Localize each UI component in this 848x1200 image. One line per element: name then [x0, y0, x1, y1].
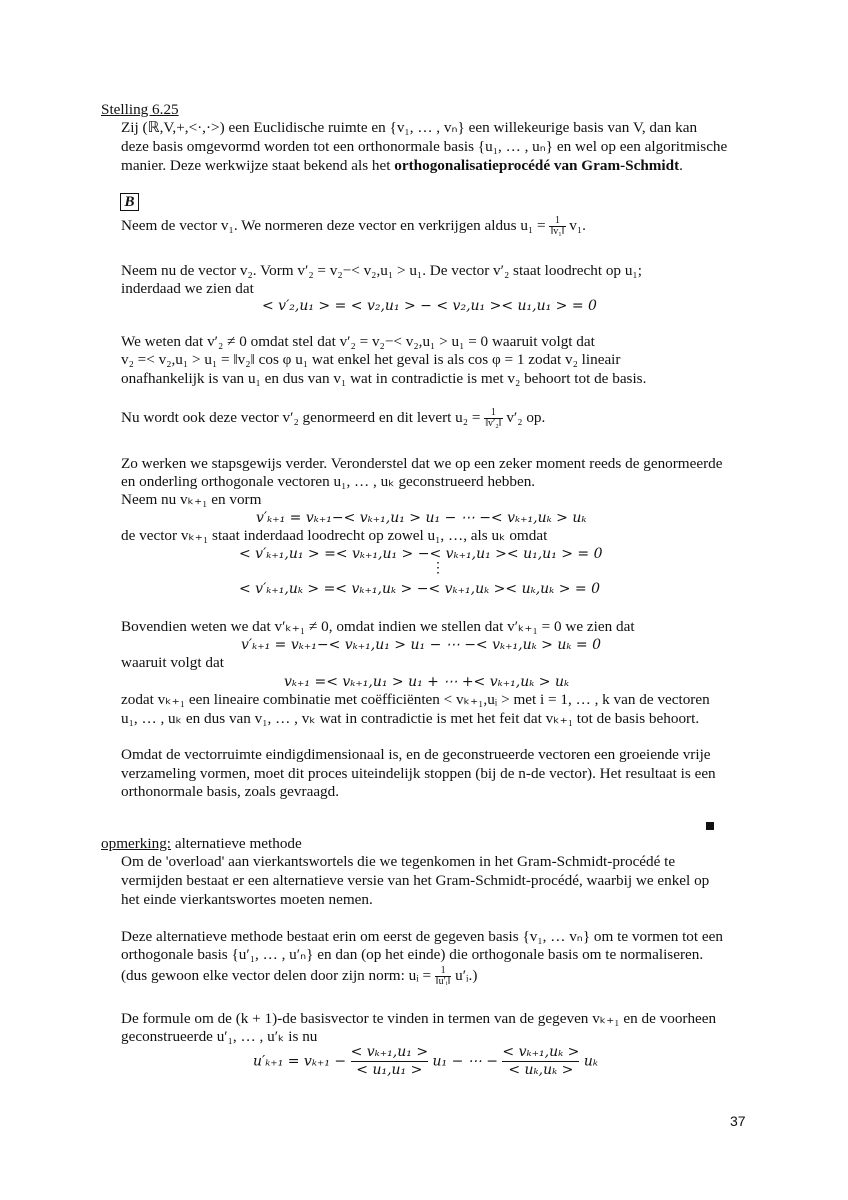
- remark-paragraph-1-line-1: Om de 'overload' aan vierkantswortels die we tegenkomen in het Gram-Schmidt-procédé te: [121, 853, 676, 870]
- proof-paragraph-5-line-2: en onderling orthogonale vectoren u₁, … , uₖ geconstrueerd hebben.: [121, 473, 536, 490]
- remark-paragraph-1-line-3: het einde vierkantswortes moeten nemen.: [121, 891, 373, 908]
- remark-paragraph-3-line-1: De formule om de (k + 1)-de basisvector te vinden in termen van de gegeven vₖ₊₁ en de voorheen: [121, 1010, 717, 1027]
- theorem-heading: Stelling 6.25: [101, 101, 179, 118]
- equation-5: v′ₖ₊₁ = vₖ₊₁−< vₖ₊₁,u₁ > u₁ − ⋯ −< vₖ₊₁,uₖ > uₖ = 0: [241, 637, 601, 653]
- proof-box-label: B: [120, 193, 139, 211]
- proof-paragraph-4: Nu wordt ook deze vector v′₂ genormeerd en dit levert u₂ = $\frac{1}{\text{‖v′₂‖}}$ v′₂ op.: [121, 407, 546, 429]
- proof-paragraph-6-line-2: waaruit volgt dat: [121, 654, 224, 671]
- fraction: $\frac{1}{\text{‖v′₂‖}}$: [485, 407, 502, 429]
- fraction: $\frac{\text{< vₖ₊₁,uₖ >}}{\text{< uₖ,uₖ >}}$: [502, 1044, 580, 1078]
- proof-paragraph-3-line-3: onafhankelijk is van u₁ en dus van v₁ wat in contradictie is met v₂ behoort tot de basis.: [121, 370, 647, 387]
- proof-paragraph-5-line-3: Neem nu vₖ₊₁ en vorm: [121, 491, 262, 508]
- vertical-ellipsis: ⋮: [431, 561, 445, 576]
- equation-4: < v′ₖ₊₁,uₖ > =< vₖ₊₁,uₖ > −< vₖ₊₁,uₖ >< uₖ,uₖ > = 0: [239, 581, 600, 597]
- remark-paragraph-2-line-1: Deze alternatieve methode bestaat erin om eerst de gegeven basis {v₁, … vₙ} om te vormen tot een: [121, 928, 723, 945]
- qed-square: [706, 822, 714, 830]
- remark-paragraph-1-line-2: vermijden bestaat er een alternatieve versie van het Gram-Schmidt-procédé, waarbij we enkel op: [121, 872, 710, 889]
- proof-paragraph-5-line-1: Zo werken we stapsgewijs verder. Veronderstel dat we op een zeker moment reeds de genormeerde: [121, 455, 723, 472]
- equation-1: < v′₂,u₁ > = < v₂,u₁ > − < v₂,u₁ >< u₁,u₁ > = 0: [262, 298, 597, 314]
- fraction: $\frac{1}{\text{‖u′ᵢ‖}}$: [435, 965, 451, 987]
- proof-paragraph-6-line-4: u₁, … , uₖ en dus van v₁, … , vₖ wat in contradictie is met het feit dat vₖ₊₁ tot de basis behoort.: [121, 710, 700, 727]
- proof-paragraph-2-line-2: inderdaad we zien dat: [121, 280, 254, 297]
- equation-6: vₖ₊₁ =< vₖ₊₁,u₁ > u₁ + ⋯ +< vₖ₊₁,uₖ > uₖ: [284, 674, 570, 690]
- fraction: $\frac{\text{< vₖ₊₁,u₁ >}}{\text{< u₁,u₁ >}}$: [350, 1044, 429, 1078]
- proof-paragraph-1: Neem de vector v₁. We normeren deze vector en verkrijgen aldus u₁ = $\frac{1}{\text{‖v₁‖}}$ v₁.: [121, 215, 586, 237]
- proof-paragraph-3-line-1: We weten dat v′₂ ≠ 0 omdat stel dat v′₂ = v₂−< v₂,u₁ > u₁ = 0 waaruit volgt dat: [121, 333, 595, 350]
- remark-heading: opmerking: alternatieve methode: [101, 835, 302, 852]
- fraction: $\frac{1}{\text{‖v₁‖}}$: [550, 215, 565, 237]
- theorem-text-line-2: deze basis omgevormd worden tot een orthonormale basis {u₁, … , uₙ} en wel op een algoritmische: [121, 138, 728, 155]
- proof-paragraph-7-line-2: verzameling vormen, moet dit proces uiteindelijk stoppen (bij de n-de vector). Het resultaat is een: [121, 765, 716, 782]
- remark-paragraph-2-line-3: (dus gewoon elke vector delen door zijn norm: uᵢ = $\frac{1}{\text{‖u′ᵢ‖}}$ u′ᵢ.): [121, 965, 478, 987]
- proof-paragraph-3-line-2: v₂ =< v₂,u₁ > u₁ = ‖v₂‖ cos φ u₁ wat enkel het geval is als cos φ = 1 zodat v₂ lineair: [121, 351, 621, 368]
- proof-paragraph-2-line-1: Neem nu de vector v₂. Vorm v′₂ = v₂−< v₂,u₁ > u₁. De vector v′₂ staat loodrecht op u₁;: [121, 262, 642, 279]
- proof-paragraph-7-line-1: Omdat de vectorruimte eindigdimensionaal is, en de geconstrueerde vectoren een groeiende vrije: [121, 746, 711, 763]
- gram-schmidt-term: orthogonalisatieprocédé van Gram-Schmidt: [394, 157, 680, 174]
- remark-paragraph-2-line-2: orthogonale basis {u′₁, … , u′ₙ} en dan (op het einde) die orthogonale basis om te normaliseren.: [121, 946, 704, 963]
- remark-paragraph-3-line-2: geconstrueerde u′₁, … , u′ₖ is nu: [121, 1028, 318, 1045]
- proof-paragraph-6-line-1: Bovendien weten we dat v′ₖ₊₁ ≠ 0, omdat indien we stellen dat v′ₖ₊₁ = 0 we zien dat: [121, 618, 635, 635]
- equation-2: v′ₖ₊₁ = vₖ₊₁−< vₖ₊₁,u₁ > u₁ − ⋯ −< vₖ₊₁,uₖ > uₖ: [256, 510, 587, 526]
- theorem-text-line-1: Zij (ℝ,V,+,<·,·>) een Euclidische ruimte en {v₁, … , vₙ} een willekeurige basis van V, dan kan: [121, 119, 698, 136]
- page-number: 37: [730, 1113, 746, 1129]
- theorem-text-line-3: manier. Deze werkwijze staat bekend als het orthogonalisatieprocédé van Gram-Schmidt.: [121, 157, 683, 174]
- equation-7: u′ₖ₊₁ = vₖ₊₁ − $\frac{\text{< vₖ₊₁,u₁ >}}{\text{< u₁,u₁ >}}$ u₁ − ⋯ − $\frac{\text{< vₖ₊₁,uₖ >}}{\text{< uₖ,uₖ >}}$ uₖ: [253, 1044, 598, 1078]
- proof-paragraph-6-line-3: zodat vₖ₊₁ een lineaire combinatie met coëfficiënten < vₖ₊₁,uᵢ > met i = 1, … , k van de vectoren: [121, 691, 710, 708]
- equation-3: < v′ₖ₊₁,u₁ > =< vₖ₊₁,u₁ > −< vₖ₊₁,u₁ >< u₁,u₁ > = 0: [239, 546, 603, 562]
- proof-paragraph-5-line-4: de vector vₖ₊₁ staat inderdaad loodrecht op zowel u₁, …, als uₖ omdat: [121, 527, 548, 544]
- proof-paragraph-7-line-3: orthonormale basis, zoals gevraagd.: [121, 783, 340, 800]
